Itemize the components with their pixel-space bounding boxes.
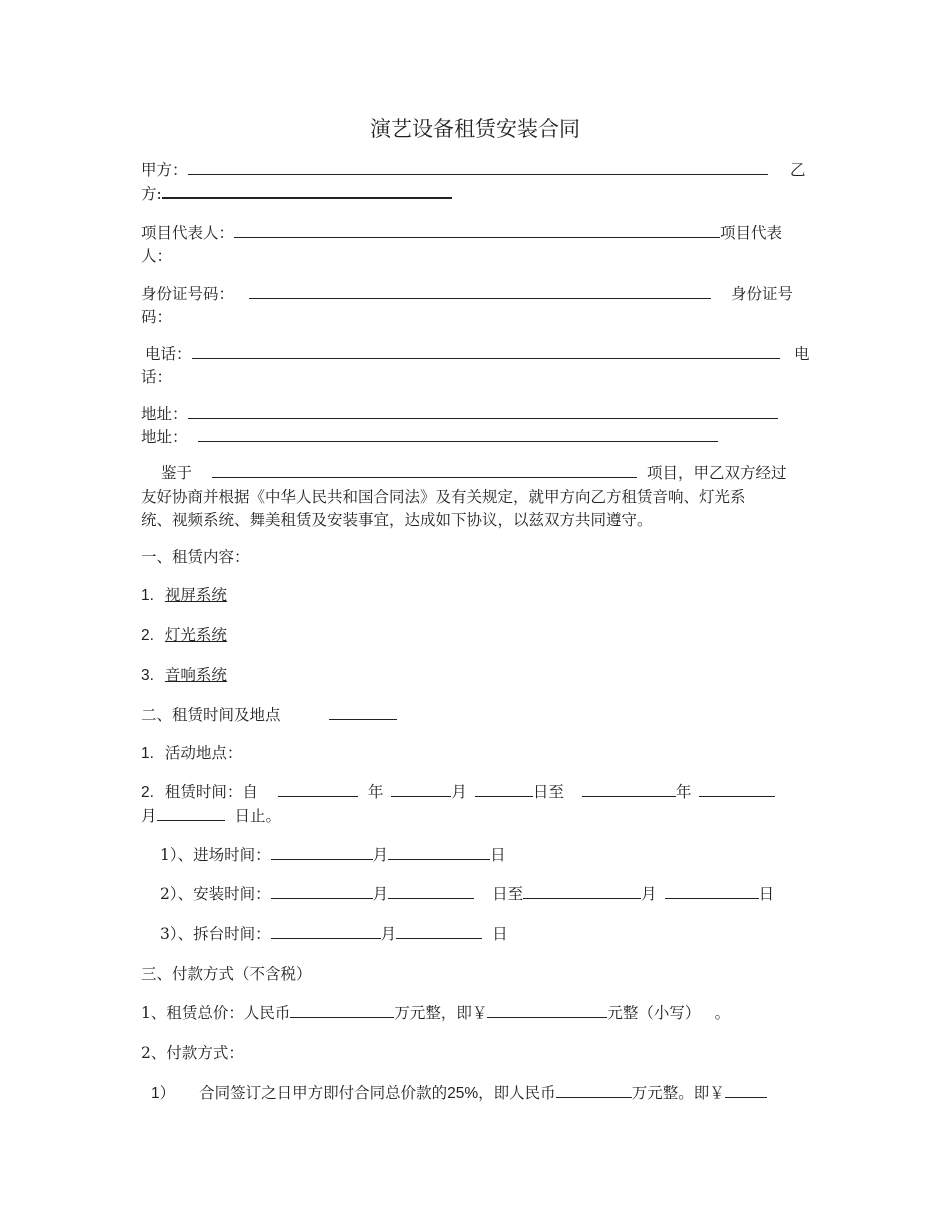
install-day-blank[interactable] — [388, 882, 474, 899]
payment-percent: 25% — [447, 1085, 479, 1102]
entry-month-label: 月 — [372, 846, 389, 864]
install-time-label: 2）、安装时间： — [160, 885, 271, 903]
list-item — [141, 583, 227, 605]
day-blank[interactable] — [475, 780, 533, 797]
day-end-label: 日止。 — [234, 807, 282, 825]
payment-wan-blank[interactable] — [556, 1081, 632, 1098]
id-label-b1: 身份证号 — [731, 285, 794, 303]
install-month-label: 月 — [372, 885, 389, 903]
total-wan-blank[interactable] — [290, 1001, 394, 1018]
total-label: 1、租赁总价：人民币 — [141, 1004, 291, 1022]
item-number: 1. — [141, 587, 154, 604]
payment-item-text2: ，即人民币 — [478, 1084, 556, 1102]
phone-label-b1: 电 — [794, 345, 810, 363]
entry-time-line — [160, 843, 506, 865]
install-month2-blank[interactable] — [523, 882, 641, 899]
day2-blank[interactable] — [157, 804, 225, 821]
party-a-line — [141, 158, 768, 180]
place-number: 1. — [141, 745, 154, 762]
rep-label-b2: 人： — [141, 247, 173, 265]
list-item — [141, 623, 227, 645]
year2-blank[interactable] — [582, 780, 676, 797]
addr-label-b: 地址： — [141, 428, 188, 446]
document-title: 演艺设备租赁安装合同 — [370, 117, 580, 141]
install-day2-label: 日 — [758, 885, 775, 903]
phone-label: 电话： — [145, 345, 192, 363]
section2-heading-line — [141, 703, 397, 725]
phone-a-blank[interactable] — [192, 342, 780, 359]
addr-a-line — [141, 402, 778, 424]
day-to-label: 日至 — [532, 783, 564, 801]
party-a-label: 甲方： — [141, 161, 188, 179]
phone-line — [145, 342, 780, 364]
time-label: 租赁时间：自 — [164, 783, 258, 801]
addr-label: 地址： — [141, 405, 188, 423]
teardown-month-label: 月 — [380, 925, 397, 943]
teardown-time-label: 3）、拆台时间： — [160, 925, 271, 943]
install-day-to-label: 日至 — [492, 885, 524, 903]
teardown-day-blank[interactable] — [396, 922, 482, 939]
section1-heading: 一、租赁内容： — [141, 548, 250, 566]
payment-method-label: 2、付款方式： — [141, 1044, 244, 1062]
id-label: 身份证号码： — [141, 285, 235, 303]
intro-line-2: 友好协商并根据《中华人民共和国合同法》及有关规定，就甲方向乙方租赁音响、灯光系 — [141, 488, 746, 506]
party-b-line — [141, 181, 452, 204]
entry-day-blank[interactable] — [388, 843, 490, 860]
month2-blank[interactable] — [699, 780, 775, 797]
install-month-blank[interactable] — [271, 882, 373, 899]
teardown-day-label: 日 — [492, 925, 508, 943]
year-label: 年 — [367, 783, 384, 801]
phone-label-b2: 话： — [141, 368, 173, 386]
item-text: 视屏系统 — [164, 586, 227, 604]
intro-prefix: 鉴于 — [161, 464, 193, 482]
item-text: 音响系统 — [164, 666, 227, 684]
section2-heading: 二、租赁时间及地点 — [141, 706, 281, 724]
place-label: 活动地点： — [164, 744, 243, 762]
year-blank[interactable] — [278, 780, 358, 797]
party-b-label-part2: 方: — [141, 185, 162, 203]
section3-heading: 三、付款方式（不含税） — [141, 965, 312, 983]
rep-line — [141, 221, 782, 243]
project-blank[interactable] — [212, 461, 637, 478]
total-end: 。 — [714, 1004, 731, 1022]
rep-a-blank[interactable] — [234, 221, 720, 238]
payment-item-text: 合同签订之日甲方即付合同总价款的 — [199, 1084, 448, 1102]
entry-month-blank[interactable] — [271, 843, 373, 860]
year2-label: 年 — [675, 783, 692, 801]
install-month2-label: 月 — [641, 885, 657, 903]
item-number: 2. — [141, 627, 154, 644]
install-time-line — [160, 882, 774, 904]
entry-time-label: 1）、进场时间： — [160, 846, 271, 864]
id-label-b2: 码： — [141, 308, 173, 326]
list-item — [141, 663, 227, 685]
total-yuan-label: 元整（小写） — [607, 1004, 693, 1022]
teardown-month-blank[interactable] — [271, 922, 381, 939]
addr-b-blank[interactable] — [198, 425, 718, 442]
rep-label-b1: 项目代表 — [720, 224, 783, 242]
section2-blank[interactable] — [329, 703, 397, 720]
intro-line-3: 统、视频系统、舞美租赁及安装事宜，达成如下协议，以兹双方共同遵守。 — [141, 511, 653, 529]
month-blank[interactable] — [391, 780, 451, 797]
month2-label: 月 — [141, 807, 157, 825]
party-a-blank[interactable] — [188, 158, 768, 175]
payment-item-1 — [151, 1081, 767, 1103]
rep-label: 项目代表人： — [141, 224, 235, 242]
teardown-time-line — [160, 922, 508, 944]
intro-line-1 — [161, 461, 787, 483]
addr-b-line — [141, 425, 718, 447]
party-b-blank[interactable] — [162, 181, 452, 199]
time-number: 2. — [141, 784, 154, 801]
total-yuan-blank[interactable] — [487, 1001, 607, 1018]
install-day2-blank[interactable] — [665, 882, 759, 899]
intro-suffix: 项目，甲乙双方经过 — [647, 464, 787, 482]
entry-day-label: 日 — [490, 846, 506, 864]
total-wan-label: 万元整，即￥ — [394, 1004, 488, 1022]
payment-item-number: 1） — [151, 1085, 176, 1102]
place-line — [141, 741, 242, 763]
month-label: 月 — [451, 783, 467, 801]
id-line — [141, 282, 711, 304]
id-a-blank[interactable] — [249, 282, 711, 299]
time-line — [141, 780, 775, 802]
item-number: 3. — [141, 667, 154, 684]
payment-wan-label: 万元整。即￥ — [631, 1084, 725, 1102]
payment-yuan-blank[interactable] — [725, 1081, 767, 1098]
item-text: 灯光系统 — [164, 626, 227, 644]
addr-a-blank[interactable] — [188, 402, 778, 419]
time-line-2 — [141, 804, 281, 826]
total-price-line — [141, 1001, 730, 1023]
party-b-label-part1: 乙 — [790, 161, 806, 179]
